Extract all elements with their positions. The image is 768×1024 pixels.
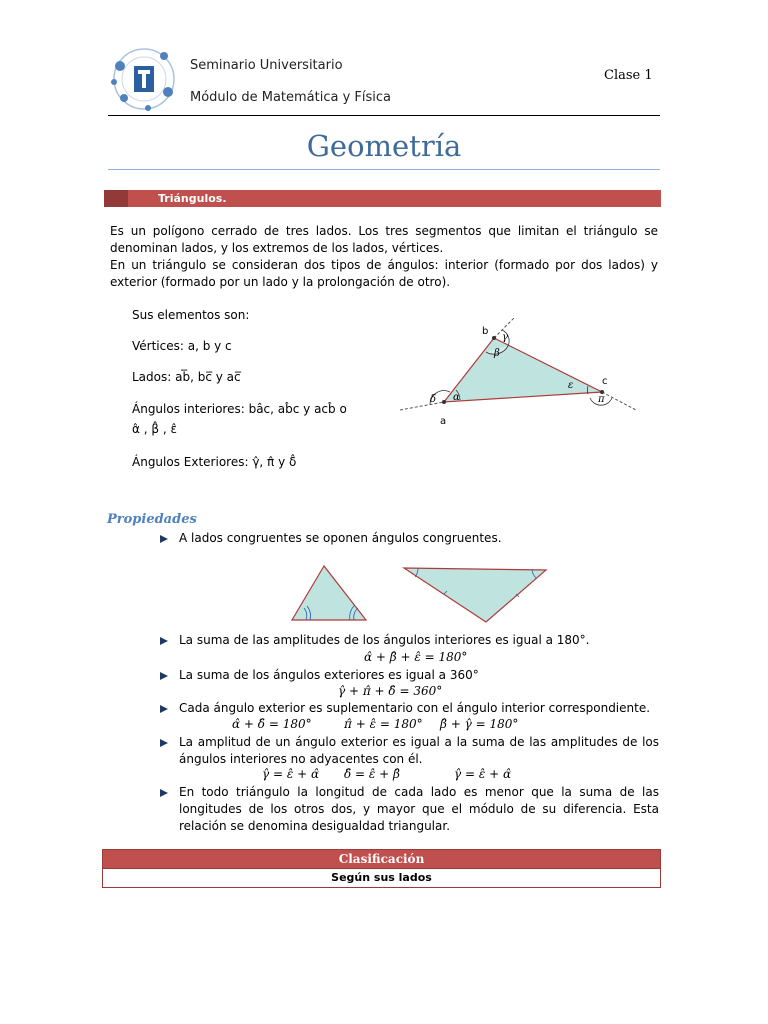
propiedad-1: A lados congruentes se oponen ángulos congruentes. xyxy=(179,531,502,545)
university-logo xyxy=(104,42,184,116)
elements-heading: Sus elementos son: xyxy=(132,308,250,322)
vertex-b-label: b xyxy=(482,326,489,337)
bullet-arrow-icon xyxy=(160,637,168,645)
clasificacion-table-row xyxy=(102,869,661,888)
propiedades-heading: Propiedades xyxy=(107,512,197,527)
bullet-arrow-icon xyxy=(160,739,168,747)
angle-epsilon-label: ε xyxy=(568,380,574,391)
triangle-figure xyxy=(398,318,642,430)
clase-label: Clase 1 xyxy=(604,68,653,83)
angulos-interiores-text: Ángulos interiores: bâc, ab̂c y acb̂ o xyxy=(132,402,347,416)
intro-paragraph-2: En un triángulo se consideran dos tipos de ángulos: interior (formado por dos lados) y exterior (formado por un lado y la prolongación de otro). xyxy=(110,258,658,289)
angle-delta-label: δ xyxy=(430,394,437,405)
propiedad-3: La suma de los ángulos exteriores es igual a 360° xyxy=(179,668,479,682)
header-divider xyxy=(108,115,660,116)
obtuse-triangle-figure xyxy=(400,564,550,624)
vertices-text: Vértices: a, b y c xyxy=(132,339,232,353)
formula-suplementario-3: β̂ + γ̂ = 180° xyxy=(440,717,519,731)
header-line-2: Módulo de Matemática y Física xyxy=(190,90,392,105)
formula-suplementario-1: α̂ + δ̂ = 180° xyxy=(232,717,312,731)
angulos-exteriores-text: Ángulos Exteriores: γ̂, π̂ y δ̂ xyxy=(132,455,297,469)
propiedad-2: La suma de las amplitudes de los ángulos interiores es igual a 180°. xyxy=(179,633,590,647)
propiedad-6: En todo triángulo la longitud de cada lado es menor que la suma de las longitudes de los otros dos, y mayor que el módulo de su diferencia. Esta relación se denomina desigualdad triangular. xyxy=(179,785,659,833)
propiedad-4: Cada ángulo exterior es suplementario con el ángulo interior correspondiente. xyxy=(179,701,651,715)
clasificacion-table-header xyxy=(102,849,661,869)
header-line-1: Seminario Universitario xyxy=(190,58,343,73)
page-title: Geometría xyxy=(306,129,462,163)
angle-beta-label: β xyxy=(494,348,500,359)
angle-gamma-label: γ xyxy=(502,332,508,343)
propiedad-5: La amplitud de un ángulo exterior es igual a la suma de las amplitudes de los ángulos interiores no adyacentes con él. xyxy=(179,735,659,766)
title-underline xyxy=(108,169,660,170)
isosceles-triangle-figure xyxy=(288,562,370,622)
formula-suplementario-2: π̂ + ε̂ = 180° xyxy=(344,717,423,731)
segun-lados-text: Según sus lados xyxy=(331,871,432,884)
lados-text: Lados: ab̅, bc̅ y ac̅ xyxy=(132,370,241,384)
bullet-arrow-icon xyxy=(160,789,168,797)
bullet-arrow-icon xyxy=(160,535,168,543)
angulos-interiores-symbols: α̂ , β̂ , ε̂ xyxy=(132,422,177,436)
clasificacion-header-text: Clasificación xyxy=(338,852,425,866)
formula-exterior-1: γ̂ = ε̂ + α̂ xyxy=(262,767,320,781)
section-title: Triángulos. xyxy=(158,192,227,205)
formula-suma-exteriores: γ̂ + π̂ + δ̂ = 360° xyxy=(338,684,443,698)
section-bar-accent xyxy=(104,190,128,207)
vertex-a-label: a xyxy=(440,416,447,427)
angle-pi-label: π xyxy=(598,394,605,405)
bullet-arrow-icon xyxy=(160,705,168,713)
vertex-c-label: c xyxy=(602,376,608,387)
bullet-arrow-icon xyxy=(160,672,168,680)
formula-exterior-3: γ̂ = ε̂ + α̂ xyxy=(454,767,512,781)
intro-paragraph-1: Es un polígono cerrado de tres lados. Los tres segmentos que limitan el triángulo se denominan lados, y los extremos de los lados, vértices. xyxy=(110,224,658,255)
angle-alpha-label: α xyxy=(453,392,460,403)
formula-suma-interiores: α̂ + β̂ + ε̂ = 180° xyxy=(364,650,468,664)
formula-exterior-2: δ̂ = ε̂ + β̂ xyxy=(344,767,400,781)
